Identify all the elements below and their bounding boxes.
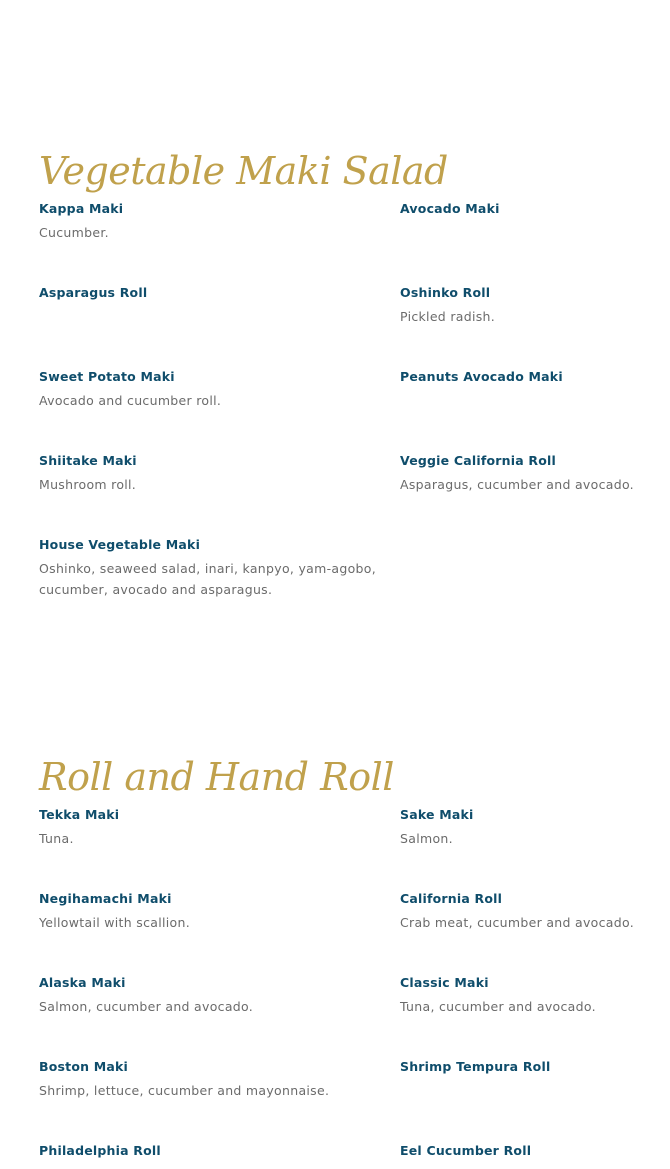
menu-item-eel-cucumber-roll (400, 1143, 662, 1159)
menu-item-description: Pickled radish. (400, 309, 496, 324)
menu-item-name: Boston Maki (39, 1059, 129, 1074)
menu-item-kappa-maki (39, 201, 301, 243)
menu-item-name: Oshinko Roll (400, 285, 491, 300)
section-title-roll-and-hand-roll: Roll and Hand Roll (39, 755, 394, 799)
menu-item-description: Yellowtail with scallion. (39, 915, 190, 930)
menu-item-house-vegetable-maki (39, 537, 379, 600)
menu-item-shiitake-maki (39, 453, 301, 495)
menu-item-description: Oshinko, seaweed salad, inari, kanpyo, yam-agobo, cucumber, avocado and asparagus. (39, 561, 377, 597)
menu-item-sweet-potato-maki (39, 369, 301, 411)
menu-item-description: Cucumber. (39, 225, 109, 240)
menu-item-name: Shrimp Tempura Roll (400, 1059, 551, 1074)
menu-item-name: Classic Maki (400, 975, 489, 990)
menu-item-name: Veggie California Roll (400, 453, 556, 468)
menu-item-description: Avocado and cucumber roll. (39, 393, 222, 408)
section-title-vegetable-maki-salad: Vegetable Maki Salad (39, 149, 448, 193)
menu-item-name: Negihamachi Maki (39, 891, 172, 906)
menu-item-peanuts-avocado-maki (400, 369, 662, 385)
menu-item-california-roll (400, 891, 662, 933)
menu-item-name: Kappa Maki (39, 201, 124, 216)
menu-item-description: Crab meat, cucumber and avocado. (400, 915, 634, 930)
menu-item-tekka-maki (39, 807, 301, 849)
menu-item-asparagus-roll (39, 285, 301, 301)
menu-item-sake-maki (400, 807, 662, 849)
menu-item-classic-maki (400, 975, 662, 1017)
menu-item-name: Peanuts Avocado Maki (400, 369, 563, 384)
menu-item-name: House Vegetable Maki (39, 537, 201, 552)
menu-item-description: Tuna, cucumber and avocado. (400, 999, 596, 1014)
menu-item-shrimp-tempura-roll (400, 1059, 662, 1075)
menu-item-negihamachi-maki (39, 891, 301, 933)
menu-item-name: Asparagus Roll (39, 285, 148, 300)
menu-item-description: Shrimp, lettuce, cucumber and mayonnaise. (39, 1083, 330, 1098)
menu-item-description: Asparagus, cucumber and avocado. (400, 477, 634, 492)
menu-item-name: Tekka Maki (39, 807, 120, 822)
menu-item-description: Tuna. (39, 831, 74, 846)
menu-item-name: Shiitake Maki (39, 453, 137, 468)
menu-item-boston-maki (39, 1059, 379, 1101)
menu-item-description: Salmon, cucumber and avocado. (39, 999, 254, 1014)
menu-item-avocado-maki (400, 201, 662, 217)
menu-item-name: Philadelphia Roll (39, 1143, 161, 1158)
menu-item-oshinko-roll (400, 285, 662, 327)
menu-item-name: Sake Maki (400, 807, 474, 822)
menu-item-name: Alaska Maki (39, 975, 126, 990)
menu-item-philadelphia-roll (39, 1143, 301, 1159)
menu-item-name: Avocado Maki (400, 201, 500, 216)
menu-item-veggie-california-roll (400, 453, 662, 495)
menu-item-name: California Roll (400, 891, 503, 906)
menu-item-alaska-maki (39, 975, 301, 1017)
menu-item-name: Sweet Potato Maki (39, 369, 175, 384)
menu-item-description: Mushroom roll. (39, 477, 137, 492)
menu-item-description: Salmon. (400, 831, 453, 846)
menu-item-name: Eel Cucumber Roll (400, 1143, 532, 1158)
